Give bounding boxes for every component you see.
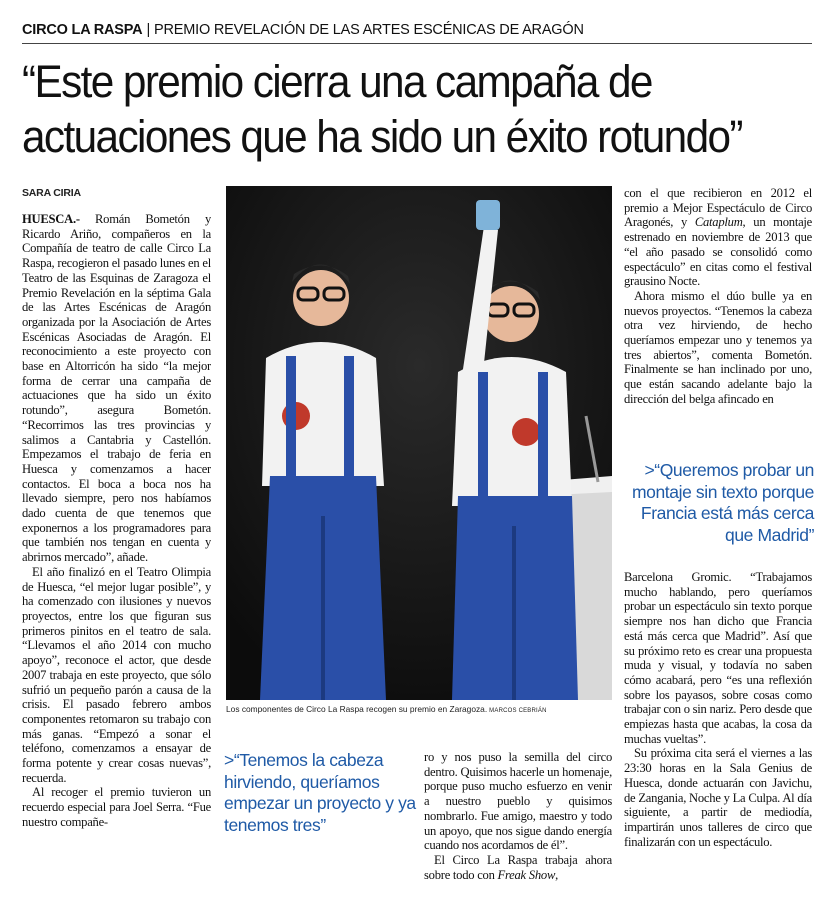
section-subtitle: PREMIO REVELACIÓN DE LAS ARTES ESCÉNICAS DE ARAGÓN xyxy=(154,22,584,38)
paragraph: Al recoger el premio tuvieron un recuerdo especial para Joel Serra. “Fue nuestro compañe- xyxy=(22,785,211,829)
photo-caption xyxy=(226,704,616,714)
rubric-separator: | xyxy=(146,22,151,38)
paragraph: Su próxima cita será el viernes a las 23:30 horas en la Sala Genius de Huesca, donde actuarán con Javichu, de Zangania, Noche y La Culpa. Al día siguiente, a partir de mediodía, impartirán unos talleres de circo que finalizarán con un espectáculo. xyxy=(624,746,812,849)
pullquote-2: >“Queremos probar un montaje sin texto porque Francia está más cerca que Madrid” xyxy=(631,460,814,545)
section-rubric xyxy=(22,20,812,40)
paragraph: Barcelona Gromic. “Trabajamos mucho hablando, pero queríamos probar un espectáculo sin texto porque siempre nos han dicho que Francia está más cerca que Madrid”. Así que su próximo reto es crear una propuesta muda y visual, y todavía no saben cómo acabará, pero “es una reflexión sobre los payasos, sobre cosas como trabajar con o sin nariz. Pero desde que empiezas hasta que acabas, la cosa da muchas vueltas”. xyxy=(624,570,812,746)
dateline: HUESCA.- xyxy=(22,212,80,226)
article-column-3 xyxy=(424,750,612,902)
paragraph: ro y nos puso la semilla del circo dentro. Quisimos hacerle un homenaje, porque puso mucho esfuerzo en venir a nuestro pueblo y quisimos nombrarlo. Fue amigo, maestro y todo un apoyo, que nos sigue dando energía cuando nos acordamos de él”. xyxy=(424,750,612,853)
paragraph-text: , un montaje estrenado en noviembre de 2013 que “el año pasado se consolidó como espectáculo” en citas como el festival grausino Nocte. xyxy=(624,215,812,289)
caption-text: Los componentes de Circo La Raspa recogen su premio en Zaragoza. xyxy=(226,704,488,714)
paragraph: El año finalizó en el Teatro Olimpia de Huesca, “el mejor lugar posible”, y ha comenzado con ilusiones y nuevos proyectos, entre los que figuran sus primeros pinitos en el teatro de sala. “Llevamos el año 2014 con mucho apoyo”, reconoce el actor, que desde 2007 trabaja en este proyecto, que sólo sufrió un pequeño parón a causa de la crisis. El pasado febrero ambos componentes retomaron su trabajo con más ganas. “Empezó a sonar el teléfono, comenzamos a ensayar de forma potente y crear cosas nuevas”, recuerda. xyxy=(22,564,211,785)
paragraph-text: con el que recibieron en 2012 el premio a Mejor Espectáculo de Circo Aragonés, y xyxy=(624,186,812,230)
article-column-1 xyxy=(22,212,211,902)
byline: SARA CIRIA xyxy=(22,187,81,199)
paragraph: Ahora mismo el dúo bulle ya en nuevos proyectos. “Tenemos la cabeza otra vez hirviendo, de hecho queríamos empezar uno y tenemos ya tres abiertos”, comenta Bometón. Finalmente se han inclinado por uno, que están sacando adelante bajo la dirección del belga afincado en xyxy=(624,288,812,406)
article-photo xyxy=(226,186,612,700)
paragraph xyxy=(22,212,211,565)
paragraph-text: Román Bometón y Ricardo Ariño, compañeros en la Compañía de teatro de calle Circo La Raspa, recogieron el pasado lunes en el Teatro de las Esquinas de Zaragoza el Premio Revelación en la séptima Gala de las Artes Escénicas de Aragón organizada por la Asociación de Artes Escénicas Asociadas de Aragón. El reconocimiento a este proyecto con base en Altorricón ha sido “la mejor forma de cerrar una campaña de actuaciones que ha sido un éxito rotundo”, asegura Bometón. “Recorrimos las tres provincias y salimos a Cantabria y Castellón. Empezamos el trabajo de feria en Huesca y comenzamos a hacer contactos. El boca a boca nos ha llevado siempre, pero nos habíamos dado cuenta de que tenemos que exponernos a los programadores para que también nos tengan en cuenta y abrirnos mercado”, añade. xyxy=(22,212,211,565)
rubric-divider xyxy=(22,43,812,44)
headline-line-1: “Este premio cierra una campaña de xyxy=(22,56,652,107)
paragraph xyxy=(624,186,812,289)
photo-credit: MARCOS CEBRIÁN xyxy=(489,708,547,714)
paragraph-text: El Circo La Raspa trabaja ahora sobre todo con xyxy=(424,852,612,882)
paragraph xyxy=(424,853,612,882)
paragraph-text: , xyxy=(555,867,558,882)
show-title: Freak Show xyxy=(497,867,556,882)
headline-line-2: actuaciones que ha sido un éxito rotundo” xyxy=(22,111,742,162)
photo-illustration xyxy=(226,186,612,700)
show-title: Cataplum xyxy=(694,215,743,230)
headline xyxy=(22,54,774,164)
article-column-4-continued xyxy=(624,570,812,900)
pullquote-1: >“Tenemos la cabeza hirviendo, queríamos empezar un proyecto y ya tenemos tres” xyxy=(224,750,416,835)
article-column-4 xyxy=(624,186,812,442)
section-label: CIRCO LA RASPA xyxy=(22,22,143,38)
